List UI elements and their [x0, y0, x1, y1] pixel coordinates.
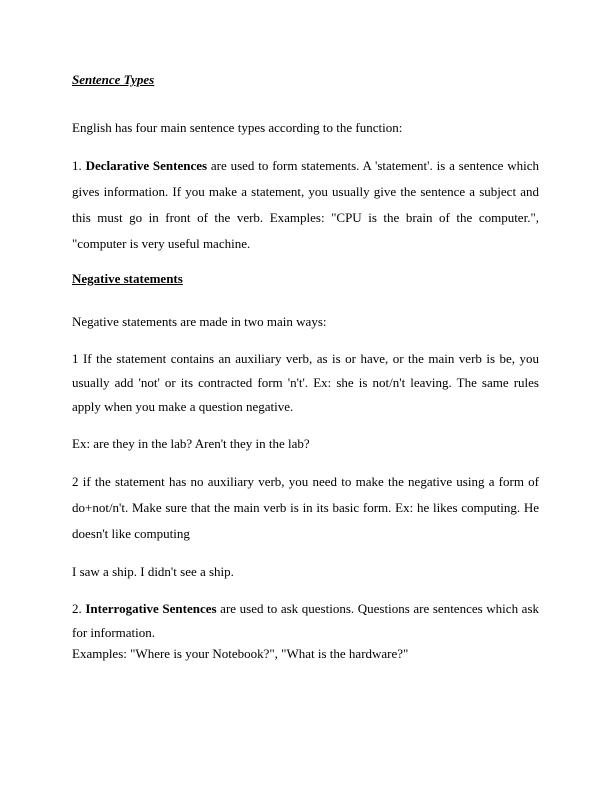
negative-rule-1: 1 If the statement contains an auxiliary verb, as is or have, or the main verb is be, you usually add 'not' or its contracted form 'n't'. Ex: she is not/n't leaving. The same rules apply when you make a question negative. [72, 351, 539, 414]
negative-heading: Negative statements [72, 271, 183, 286]
interrogative-paragraph [72, 597, 539, 663]
interrogative-number: 2. [72, 601, 82, 616]
example-1: Ex: are they in the lab? Aren't they in the lab? [72, 436, 310, 451]
declarative-text: are used to form statements. A 'statement'. is a sentence which gives information. If you make a statement, you usually give the sentence a subject and this must go in front of the verb. Examples: "CPU is the brain of the computer.", "computer is very useful machine. [72, 158, 540, 251]
interrogative-text: are used to ask questions. Questions are sentences which ask for information. [72, 601, 540, 640]
intro-paragraph: English has four main sentence types according to the function: [72, 120, 403, 135]
declarative-paragraph [72, 153, 539, 257]
negative-rule-2: 2 if the statement has no auxiliary verb, you need to make the negative using a form of do+not/n't. Make sure that the main verb is in its basic form. Ex: he likes computing. He doesn't like computing [72, 474, 539, 541]
interrogative-term: Interrogative Sentences [85, 601, 217, 616]
document-page [72, 72, 539, 675]
interrogative-examples: Examples: "Where is your Notebook?", "What is the hardware?" [72, 646, 409, 661]
declarative-term: Declarative Sentences [85, 158, 208, 173]
negative-intro: Negative statements are made in two main ways: [72, 314, 327, 329]
declarative-number: 1. [72, 158, 82, 173]
page-title: Sentence Types [72, 72, 155, 87]
example-2: I saw a ship. I didn't see a ship. [72, 564, 234, 579]
